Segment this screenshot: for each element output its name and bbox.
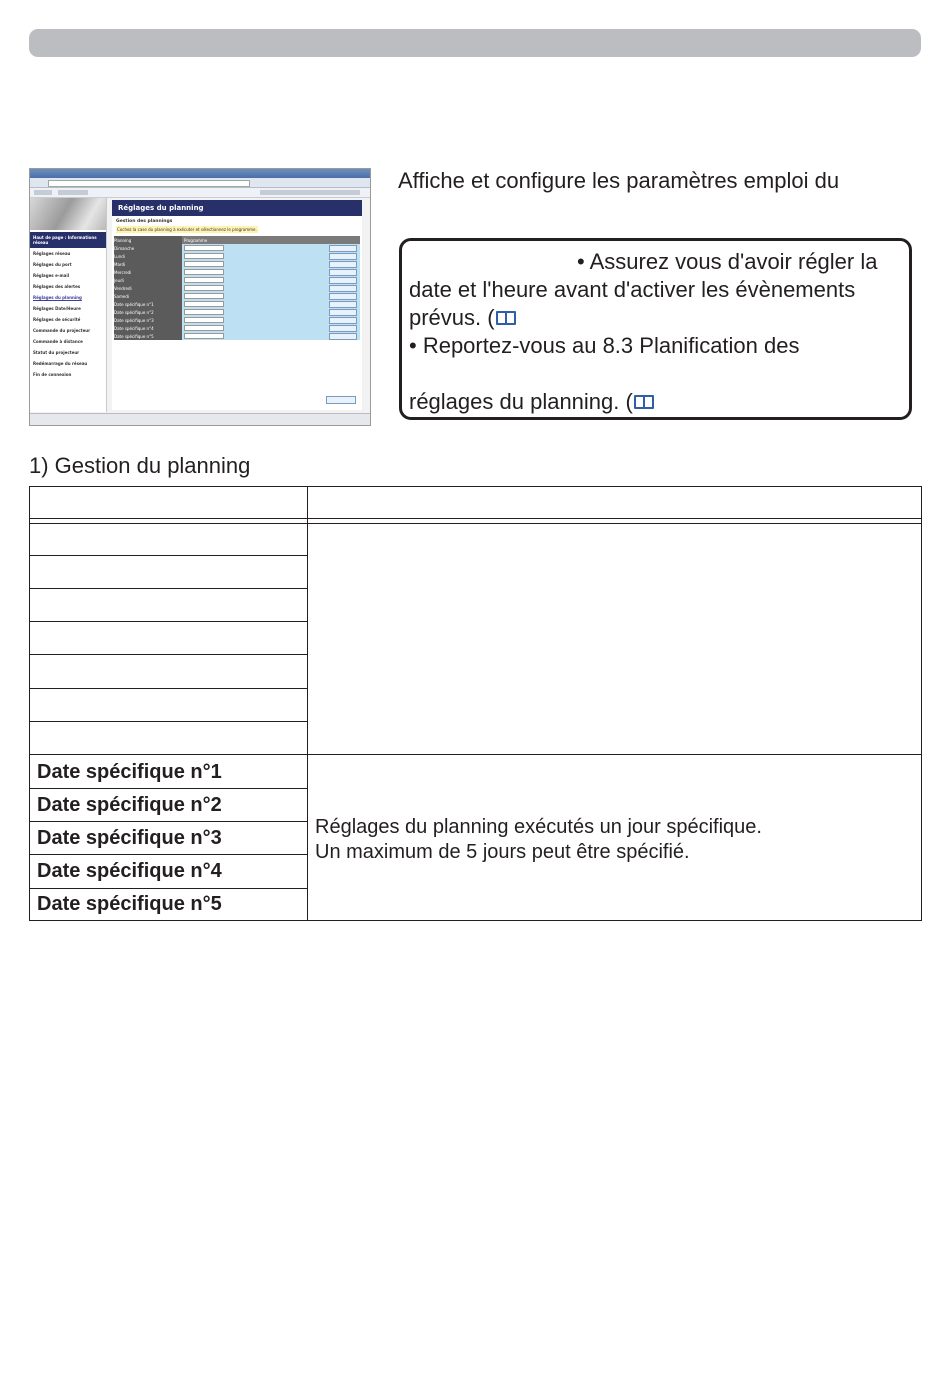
screenshot-program-select bbox=[184, 285, 224, 291]
screenshot-schedule-table bbox=[114, 236, 360, 340]
note-line-5 bbox=[409, 388, 655, 416]
browser-statusbar bbox=[30, 413, 370, 425]
screenshot-apply-button bbox=[329, 269, 357, 276]
screenshot-sidebar-item: Redémarrage du réseau bbox=[33, 361, 88, 366]
screenshot-program-select bbox=[184, 317, 224, 323]
screenshot-apply-button bbox=[329, 245, 357, 252]
specific-dates-description bbox=[315, 815, 762, 865]
screenshot-schedule-row-value bbox=[182, 252, 360, 260]
description-text: Affiche et configure les paramètres emploi du bbox=[398, 168, 840, 193]
screenshot-heading: Réglages du planning bbox=[112, 200, 362, 216]
screenshot-schedule-row-label: Lundi bbox=[114, 252, 182, 260]
screenshot-schedule-row-label: Jeudi bbox=[114, 276, 182, 284]
specific-dates-description-line-2: Un maximum de 5 jours peut être spécifié. bbox=[315, 841, 690, 863]
screenshot-sidebar-item: Réglages des alertes bbox=[33, 284, 81, 289]
screenshot-schedule-row-label: Date spécifique n°3 bbox=[114, 316, 182, 324]
screenshot-schedule-row bbox=[114, 332, 360, 340]
screenshot-schedule-row-label: Date spécifique n°1 bbox=[114, 300, 182, 308]
screenshot-program-select bbox=[184, 261, 224, 267]
web-ui-screenshot bbox=[29, 168, 371, 426]
screenshot-program-select bbox=[184, 277, 224, 283]
screenshot-schedule-row bbox=[114, 244, 360, 252]
screenshot-sidebar-item: Réglages e-mail bbox=[33, 273, 70, 278]
note-line-3 bbox=[409, 304, 517, 332]
screenshot-schedule-row bbox=[114, 268, 360, 276]
screenshot-program-select bbox=[184, 325, 224, 331]
screenshot-sidebar-item: Statut du projecteur bbox=[33, 350, 80, 355]
browser-favorites-bar bbox=[30, 188, 370, 198]
screenshot-schedule-row-value bbox=[182, 284, 360, 292]
screenshot-schedule-row-label: Dimanche bbox=[114, 244, 182, 252]
screenshot-schedule-row bbox=[114, 284, 360, 292]
screenshot-schedule-row-label: Vendredi bbox=[114, 284, 182, 292]
note-line-2: date et l'heure avant d'activer les évènements bbox=[409, 277, 856, 302]
screenshot-sidebar-item: Fin de connexion bbox=[33, 372, 72, 377]
screenshot-subheading: Gestion des plannings bbox=[116, 219, 173, 224]
screenshot-apply-button bbox=[329, 325, 357, 332]
screenshot-schedule-row bbox=[114, 292, 360, 300]
screenshot-col-programme: Programme bbox=[182, 236, 360, 244]
screenshot-schedule-row bbox=[114, 308, 360, 316]
specific-dates-description-line-1: Réglages du planning exécutés un jour spécifique. bbox=[315, 816, 762, 838]
note-line-5-text: réglages du planning. ( bbox=[409, 389, 633, 414]
screenshot-hint: Cochez la case du planning à exécuter et sélectionnez le programme. bbox=[117, 227, 257, 232]
screenshot-schedule-row-label: Date spécifique n°5 bbox=[114, 332, 182, 340]
screenshot-sidebar-item: Commande à distance bbox=[33, 339, 83, 344]
screenshot-apply-button bbox=[329, 333, 357, 340]
screenshot-program-select bbox=[184, 309, 224, 315]
screenshot-schedule-row-label: Mardi bbox=[114, 260, 182, 268]
header-bar bbox=[29, 29, 921, 57]
screenshot-schedule-row bbox=[114, 300, 360, 308]
screenshot-main bbox=[112, 200, 362, 410]
row-label-date-3: Date spécifique n°3 bbox=[37, 827, 222, 849]
screenshot-schedule-row bbox=[114, 252, 360, 260]
screenshot-schedule-row-value bbox=[182, 332, 360, 340]
screenshot-schedule-row-value bbox=[182, 244, 360, 252]
screenshot-schedule-row-value bbox=[182, 300, 360, 308]
screenshot-apply-button bbox=[329, 301, 357, 308]
screenshot-apply-button bbox=[329, 285, 357, 292]
screenshot-sidebar-item: Commande du projecteur bbox=[33, 328, 91, 333]
screenshot-refresh-button bbox=[326, 396, 356, 404]
screenshot-apply-button bbox=[329, 293, 357, 300]
screenshot-program-select bbox=[184, 333, 224, 339]
screenshot-schedule-row bbox=[114, 276, 360, 284]
note-line-3-text: prévus. ( bbox=[409, 305, 495, 330]
screenshot-schedule-row-label: Date spécifique n°4 bbox=[114, 324, 182, 332]
screenshot-sidebar bbox=[30, 198, 107, 412]
screenshot-program-select bbox=[184, 253, 224, 259]
note-line-1: • Assurez vous d'avoir régler la bbox=[577, 249, 878, 274]
screenshot-schedule-row-value bbox=[182, 276, 360, 284]
section-title: 1) Gestion du planning bbox=[29, 453, 251, 478]
book-icon bbox=[495, 309, 517, 327]
screenshot-schedule-row-value bbox=[182, 316, 360, 324]
screenshot-schedule-row-value bbox=[182, 260, 360, 268]
screenshot-program-select bbox=[184, 269, 224, 275]
screenshot-schedule-row-label: Mercredi bbox=[114, 268, 182, 276]
screenshot-photo bbox=[30, 198, 106, 230]
note-line-4: • Reportez-vous au 8.3 Planification des bbox=[409, 333, 800, 358]
row-label-date-1: Date spécifique n°1 bbox=[37, 761, 222, 783]
screenshot-schedule-row-value bbox=[182, 268, 360, 276]
screenshot-schedule-row bbox=[114, 316, 360, 324]
book-icon bbox=[633, 393, 655, 411]
screenshot-schedule-row-value bbox=[182, 308, 360, 316]
browser-address-bar bbox=[30, 178, 370, 188]
row-label-date-4: Date spécifique n°4 bbox=[37, 860, 222, 882]
screenshot-program-select bbox=[184, 293, 224, 299]
row-label-date-5: Date spécifique n°5 bbox=[37, 893, 222, 915]
screenshot-program-select bbox=[184, 245, 224, 251]
screenshot-sidebar-item: Réglages Date/Heure bbox=[33, 306, 81, 311]
screenshot-apply-button bbox=[329, 261, 357, 268]
browser-titlebar bbox=[30, 169, 370, 178]
screenshot-sidebar-home: Haut de page : Informations réseau bbox=[30, 232, 106, 248]
screenshot-apply-button bbox=[329, 253, 357, 260]
screenshot-schedule-row bbox=[114, 260, 360, 268]
screenshot-program-select bbox=[184, 301, 224, 307]
note-box bbox=[399, 238, 912, 420]
settings-table bbox=[29, 486, 922, 921]
screenshot-apply-button bbox=[329, 277, 357, 284]
screenshot-schedule-row-value bbox=[182, 292, 360, 300]
screenshot-schedule-row-value bbox=[182, 324, 360, 332]
screenshot-sidebar-item: Réglages du planning bbox=[33, 295, 82, 300]
screenshot-schedule-row bbox=[114, 324, 360, 332]
screenshot-sidebar-item: Réglages du port bbox=[33, 262, 72, 267]
row-label-date-2: Date spécifique n°2 bbox=[37, 794, 222, 816]
screenshot-apply-button bbox=[329, 309, 357, 316]
screenshot-schedule-row-label: Samedi bbox=[114, 292, 182, 300]
screenshot-sidebar-item: Réglages réseau bbox=[33, 251, 71, 256]
screenshot-col-planning: Planning bbox=[114, 236, 182, 244]
screenshot-apply-button bbox=[329, 317, 357, 324]
screenshot-sidebar-item: Réglages de sécurité bbox=[33, 317, 81, 322]
screenshot-schedule-row-label: Date spécifique n°2 bbox=[114, 308, 182, 316]
